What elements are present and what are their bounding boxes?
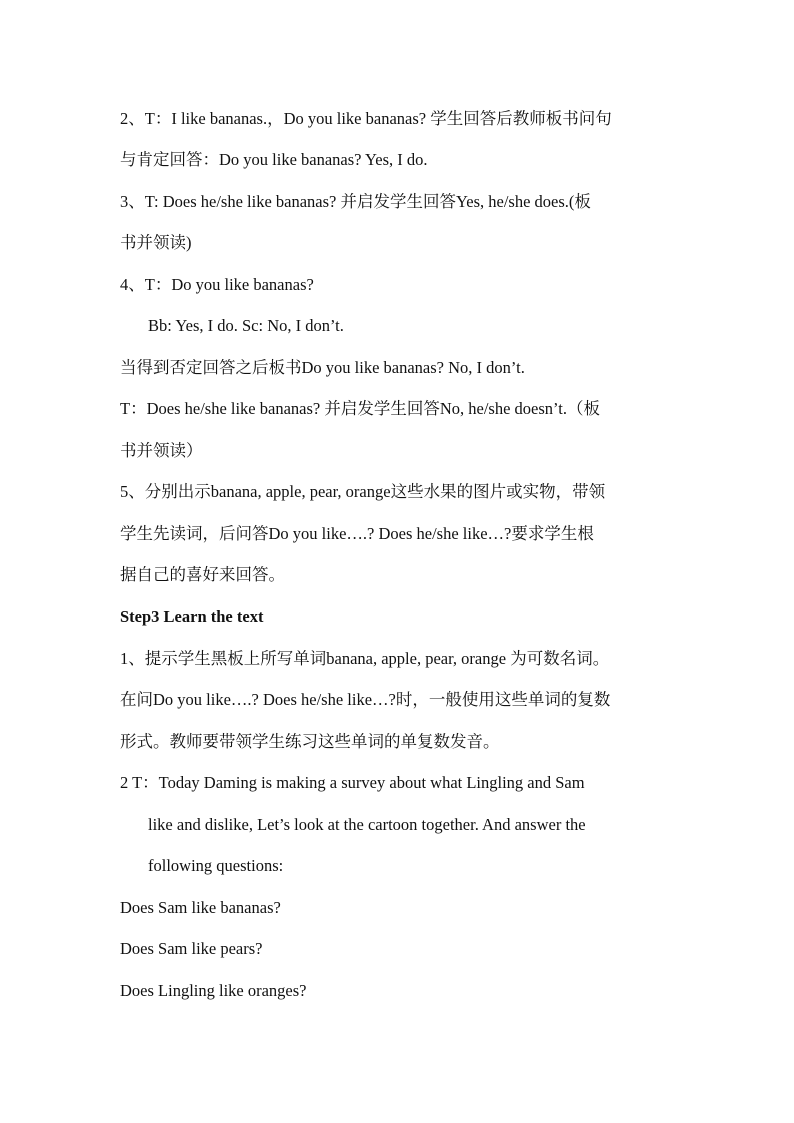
text-line: 2 T：Today Daming is making a survey about what Lingling and Sam: [120, 773, 585, 792]
text-line: like and dislike, Let’s look at the cartoon together. And answer the: [148, 815, 586, 834]
text-line: 2、T：I like bananas.，Do you like bananas? 学生回答后教师板书问句: [120, 109, 612, 128]
text-line: 当得到否定回答之后板书Do you like bananas? No, I don’t.: [120, 358, 525, 377]
text-line: Does Sam like pears?: [120, 939, 263, 958]
text-line: 学生先读词，后问答Do you like….? Does he/she like…?要求学生根: [120, 524, 594, 543]
text-line: 3、T: Does he/she like bananas? 并启发学生回答Yes, he/she does.(板: [120, 192, 591, 211]
text-line: Does Lingling like oranges?: [120, 981, 307, 1000]
text-line: 5、分别出示banana, apple, pear, orange这些水果的图片或实物，带领: [120, 482, 606, 501]
text-line: 在问Do you like….? Does he/she like…?时，一般使用这些单词的复数: [120, 690, 611, 709]
text-line: 书并领读): [120, 233, 192, 252]
text-line: 4、T：Do you like bananas?: [120, 275, 314, 294]
text-line: 书并领读）: [120, 441, 203, 460]
text-line: T：Does he/she like bananas? 并启发学生回答No, he/she doesn’t.（板: [120, 399, 600, 418]
text-line: Bb: Yes, I do. Sc: No, I don’t.: [148, 316, 344, 335]
text-line: 据自己的喜好来回答。: [120, 565, 285, 584]
text-line: Does Sam like bananas?: [120, 898, 281, 917]
text-line: 与肯定回答：Do you like bananas? Yes, I do.: [120, 150, 428, 169]
text-line: following questions:: [148, 856, 284, 875]
text-line: 形式。教师要带领学生练习这些单词的单复数发音。: [120, 732, 500, 751]
text-line: 1、提示学生黑板上所写单词banana, apple, pear, orange 为可数名词。: [120, 649, 610, 668]
section-heading: Step3 Learn the text: [120, 607, 264, 626]
